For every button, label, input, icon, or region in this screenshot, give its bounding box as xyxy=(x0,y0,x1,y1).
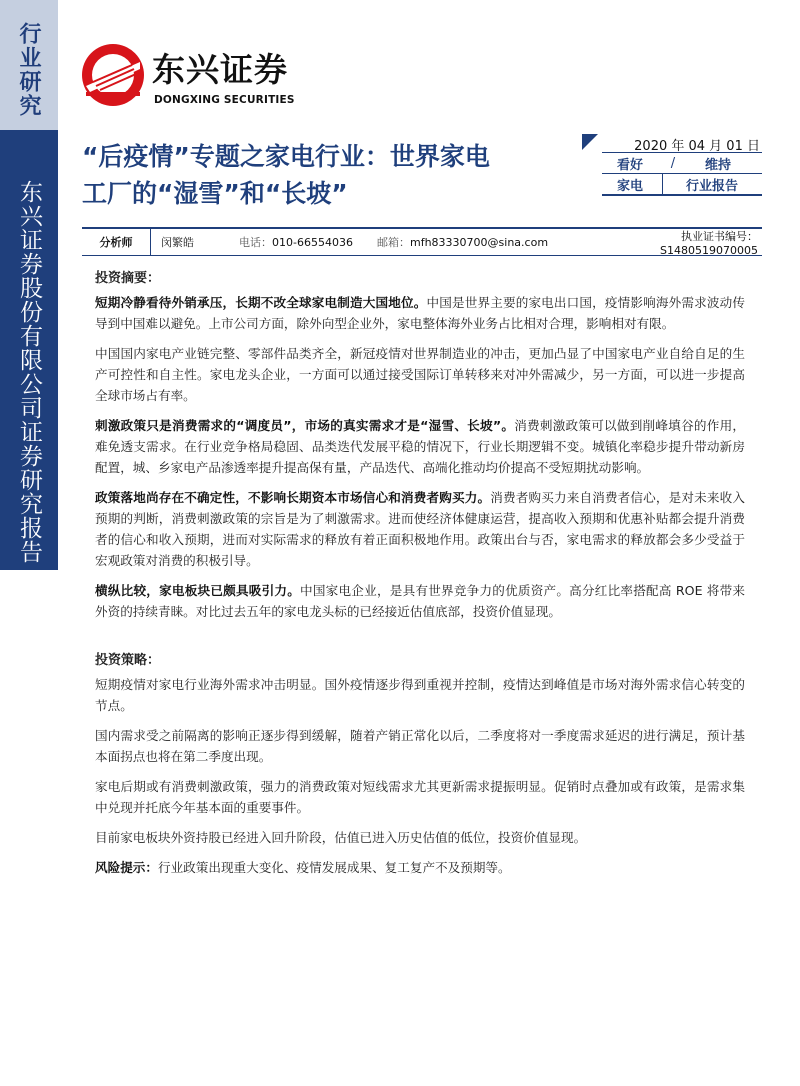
report-body xyxy=(95,268,745,878)
rating-row xyxy=(602,153,762,173)
summary-paragraph: 横纵比较，家电板块已颇具吸引力。中国家电企业，是具有世界竞争力的优质资产。高分红比率搭配高 ROE 将带来外资的持续青睐。对比过去五年的家电龙头标的已经接近估值底部，投资价值显现。 xyxy=(95,583,745,619)
strategy-paragraph: 短期疫情对家电行业海外需求冲击明显。国外疫情逐步得到重视并控制，疫情达到峰值是市场对海外需求信心转变的节点。 xyxy=(95,677,745,713)
report-title xyxy=(82,138,572,212)
report-type: 行业报告 xyxy=(685,178,738,194)
strategy-paragraph: 目前家电板块外资持股已经进入回升阶段，估值已进入历史估值的低位，投资价值显现。 xyxy=(95,830,587,845)
rating-separator: / xyxy=(670,155,676,171)
analyst-bar xyxy=(82,227,762,256)
corner-triangle-icon xyxy=(582,134,598,150)
strategy-paragraph: 家电后期或有消费刺激政策，强力的消费政策对短线需求尤其更新需求提振明显。促销时点叠加或有政策，是需求集中兑现并托底今年基本面的重要事件。 xyxy=(95,779,745,815)
company-logo xyxy=(80,42,300,112)
summary-paragraph: 政策落地尚存在不确定性，不影响长期资本市场信心和消费者购买力。消费者购买力来自消费者信心，是对未来收入预期的判断，消费刺激政策的宗旨是为了刺激需求。进而使经济体健康运营，提高收入预期和优惠补贴都会提升消费者的信心和收入预期，进而对实际需求的释放有着正面积极地作用。政策出台与否，家电需求的释放都会多少受益于宏观政策对消费的积极引导。 xyxy=(95,490,746,568)
report-date: 2020 年 04 月 01 日 xyxy=(634,139,760,154)
analyst-name: 闵繁皓 xyxy=(161,236,194,249)
sidebar-bottom-band xyxy=(0,130,58,570)
analyst-email[interactable]: 邮箱：mfh83330700@sina.com xyxy=(377,236,549,249)
report-title-line-1: “后疫情”专题之家电行业：世界家电 xyxy=(82,142,490,171)
report-title-line-2: 工厂的“湿雪”和“长坡” xyxy=(82,179,348,208)
summary-paragraph: 刺激政策只是消费需求的“调度员”，市场的真实需求才是“湿雪、长坡”。消费刺激政策可以做到削峰填谷的作用，难免透支需求。在行业竞争格局稳固、品类迭代发展平稳的情况下，行业长期逻辑不变。城镇化率稳步提升带动新房配置，城、乡家电产品渗透率提升提高保有量，产品迭代、高端化推动均价提高不受短期扰动影响。 xyxy=(95,418,746,475)
logo-name-en: DONGXING SECURITIES xyxy=(154,94,295,106)
analyst-cert: 执业证书编号：S1480519070005 xyxy=(660,229,758,257)
analyst-label: 分析师 xyxy=(99,236,133,249)
sidebar-category-label: 行业研究 xyxy=(16,22,41,118)
summary-heading: 投资摘要： xyxy=(95,271,161,286)
rating-box xyxy=(582,134,762,196)
strategy-heading: 投资策略： xyxy=(95,653,161,668)
analyst-phone: 电话：010-66554036 xyxy=(239,236,353,249)
sidebar-company-label: 东兴证券股份有限公司证券研究报告 xyxy=(16,180,42,564)
industry-row xyxy=(602,174,762,194)
divider xyxy=(662,174,663,194)
industry-label: 家电 xyxy=(616,178,643,194)
rating-action: 维持 xyxy=(704,157,731,173)
logo-name-cn: 东兴证券 xyxy=(152,50,288,89)
risk-warning: 风险提示：行业政策出现重大变化、疫情发展成果、复工复产不及预期等。 xyxy=(95,860,511,875)
strategy-paragraph: 国内需求受之前隔离的影响正逐步得到缓解，随着产销正常化以后，二季度将对一季度需求延迟的进行满足，预计基本面拐点也将在第二季度出现。 xyxy=(95,728,745,764)
divider xyxy=(602,194,762,196)
rating-view: 看好 xyxy=(616,157,643,173)
summary-paragraph: 短期冷静看待外销承压，长期不改全球家电制造大国地位。中国是世界主要的家电出口国，疫情影响海外需求波动传导到中国难以避免。上市公司方面，除外向型企业外，家电整体海外业务占比相对合理，影响相对有限。 xyxy=(95,295,746,331)
logo-mark-icon xyxy=(80,42,146,108)
summary-paragraph: 中国国内家电产业链完整、零部件品类齐全，新冠疫情对世界制造业的冲击，更加凸显了中国家电产业自给自足的生产可控性和自主性。家电龙头企业，一方面可以通过接受国际订单转移来对冲外需减少，另一方面，可以进一步提高全球市场占有率。 xyxy=(95,346,745,403)
sidebar-top-band xyxy=(0,0,58,130)
